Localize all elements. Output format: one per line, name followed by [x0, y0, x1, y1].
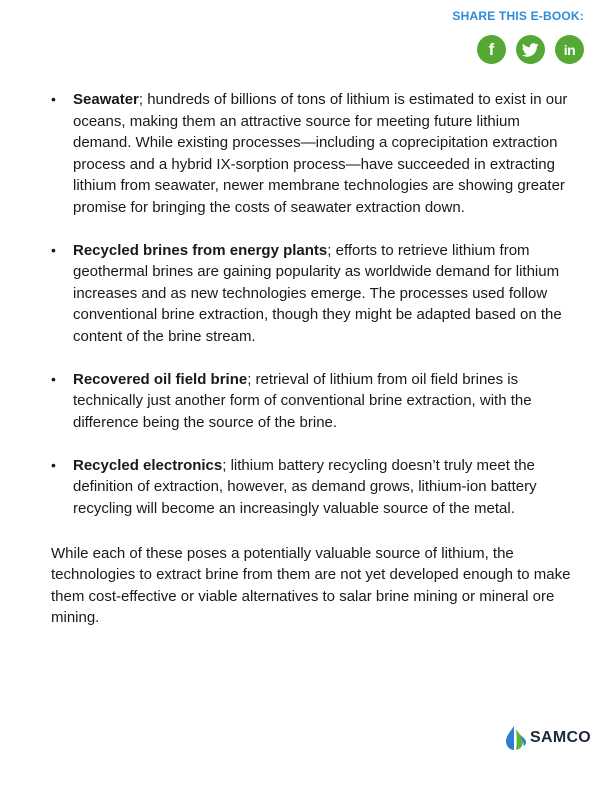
- share-label: SHARE THIS E-BOOK:: [452, 9, 584, 23]
- list-item-seawater: [51, 89, 571, 218]
- twitter-share-button[interactable]: [516, 35, 545, 64]
- bullet-marker: •: [51, 370, 56, 387]
- twitter-icon: [522, 43, 539, 57]
- facebook-share-button[interactable]: [477, 35, 506, 64]
- description-recycled-electronics: ; lithium battery recycling doesn’t truly meet the definition of extraction, however, as demand grows, lithium-ion battery recycling will become an increasingly valuable source of the metal.: [73, 456, 537, 517]
- linkedin-share-button[interactable]: [555, 35, 584, 64]
- share-section: [384, 9, 584, 64]
- description-seawater: ; hundreds of billions of tons of lithium is estimated to exist in our oceans, making them an attractive source for meeting future lithium demand. While existing processes—including a coprecipitation extraction process and a hybrid IX-sorption process—have succeeded in extracting lithium from seawater, newer membrane technologies are showing greater promise for bringing the costs of seawater extraction down.: [73, 91, 568, 216]
- closing-paragraph: While each of these poses a potentially valuable source of lithium, the technologies to extract brine from them are not yet developed enough to make them cost-effective or viable alternatives to salar brine mining or mineral ore mining.: [51, 544, 571, 626]
- linkedin-icon: in: [563, 41, 576, 58]
- list-item-recycled-electronics: [51, 455, 571, 520]
- term-recycled-brines: Recycled brines from energy plants: [73, 241, 328, 259]
- samco-droplet-icon: [505, 725, 527, 751]
- samco-logo: [505, 725, 591, 751]
- list-item-oil-field-brine: [51, 369, 571, 434]
- share-icons: [384, 35, 584, 64]
- list-item-recycled-brines: [51, 240, 571, 348]
- term-oil-field-brine: Recovered oil field brine: [73, 370, 248, 388]
- main-content: [51, 89, 571, 629]
- description-oil-field-brine: ; retrieval of lithium from oil field brines is technically just another form of conventional brine extraction, with the difference being the source of the brine.: [73, 370, 532, 431]
- description-recycled-brines: ; efforts to retrieve lithium from geothermal brines are gaining popularity as worldwide demand for lithium increases and as new technologies emerge. The processes used follow conventional brine extraction, though they might be adapted based on the content of the brine stream.: [73, 241, 562, 345]
- bullet-marker: •: [51, 241, 56, 258]
- term-recycled-electronics: Recycled electronics: [73, 456, 223, 474]
- logo-text: SAMCO: [530, 729, 592, 746]
- bullet-marker: •: [51, 456, 56, 473]
- term-seawater: Seawater: [73, 91, 139, 108]
- facebook-icon: f: [488, 40, 495, 59]
- bullet-marker: •: [51, 91, 56, 107]
- lithium-sources-list: [51, 89, 571, 519]
